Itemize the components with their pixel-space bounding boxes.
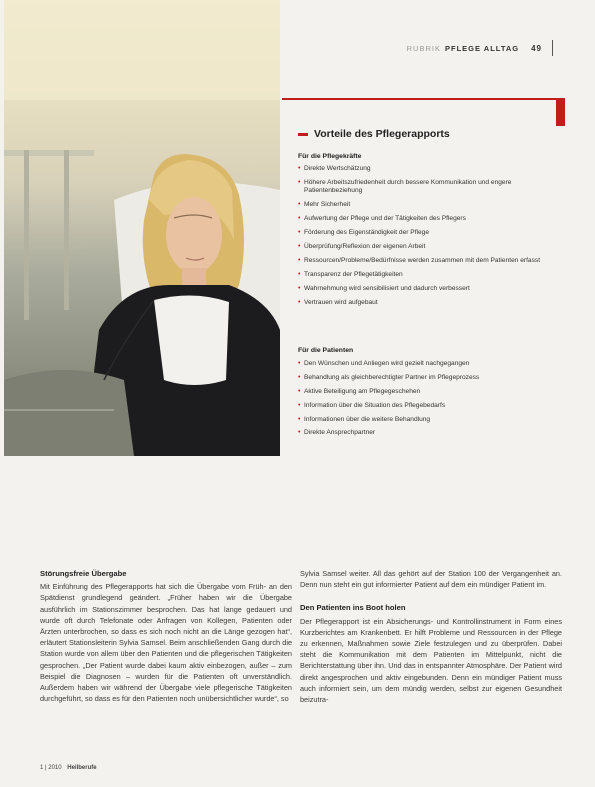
list-item: • Höhere Arbeitszufriedenheit durch bessere Kommunikation und engere Patientenbeziehung <box>298 179 548 196</box>
list-nurses <box>298 165 548 312</box>
box-corner-accent <box>556 98 565 126</box>
article-column-2 <box>300 568 562 705</box>
article-column-1 <box>40 568 292 704</box>
section-heading: Den Patienten ins Boot holen <box>300 603 406 613</box>
list-item: • Information über die Situation des Pflegebedarfs <box>298 402 548 411</box>
body-text: Der Pflegerapport ist ein Absicherungs- und Kontrollinstrument in Form eines Kurzberichtes am Krankenbett. Er hilft Probleme und Ressourcen in der Pflege zu erkennen, Maßnahmen sowie Ziele festzulegen und zu überprüfen. Dabei steht die Kommunikation mit dem Patienten im Mittelpunkt, nicht die Berichterstattung über ihn. Und das in entspannter Atmosphäre. Der Patient wird direkt angesprochen und aktiv eingebunden. Denn ein mündiger Patient muss auch informiert sein, um dem mündig werden, selbst zur eigenen Gesundheit beizutra- <box>300 616 562 705</box>
list-item: • Vertrauen wird aufgebaut <box>298 299 548 308</box>
issue-number: 1 | 2010 <box>40 765 62 771</box>
list-item: • Überprüfung/Reflexion der eigenen Arbeit <box>298 243 548 252</box>
list-item: • Informationen über die weitere Behandlung <box>298 416 548 425</box>
header-divider <box>552 40 553 56</box>
box-top-rule <box>282 98 565 100</box>
list-item: • Transparenz der Pflegetätigkeiten <box>298 271 548 280</box>
list-item: • Förderung des Eigenständigkeit der Pflege <box>298 229 548 238</box>
list-item: • Den Wünschen und Anliegen wird gezielt nachgegangen <box>298 360 548 369</box>
running-head <box>407 40 553 56</box>
page-footer <box>40 765 97 771</box>
benefits-box <box>282 98 565 458</box>
list-item: • Direkte Ansprechpartner <box>298 429 548 438</box>
list-item: • Wahrnehmung wird sensibilisiert und dadurch verbessert <box>298 285 548 294</box>
patient-photo-illustration <box>4 0 280 456</box>
list-patients <box>298 360 548 443</box>
group-title-nurses: Für die Pflegekräfte <box>298 153 362 160</box>
patient-photo <box>4 0 280 456</box>
list-item: • Behandlung als gleichberechtigter Partner im Pflegeprozess <box>298 374 548 383</box>
list-item: • Aufwertung der Pflege und der Tätigkeiten des Pflegers <box>298 215 548 224</box>
list-item: • Aktive Beteiligung am Pflegegeschehen <box>298 388 548 397</box>
group-title-patients: Für die Patienten <box>298 347 354 354</box>
section-title: PFLEGE ALLTAG <box>444 43 520 53</box>
section-label: RUBRIK <box>406 43 441 53</box>
section-heading: Störungsfreie Übergabe <box>40 569 127 578</box>
page-number: 49 <box>531 43 542 53</box>
title-dash <box>298 133 308 136</box>
magazine-name: Heilberufe <box>67 765 97 771</box>
box-title <box>298 128 450 140</box>
list-item: • Mehr Sicherheit <box>298 201 548 210</box>
body-text: Mit Einführung des Pflegerapports hat sich die Übergabe vom Früh- an den Spätdienst grundlegend geändert. „Früher haben wir die Übergabe ausführlich im Stationszimmer besprochen. Das hat lange gedauert und wurde oft durch Telefonate oder Anfragen von Kollegen, Patienten oder Ärzten unterbrochen, so dass es sich noch nicht an die Länge gezogen hat“, erläutert Stationsleiterin Sylvia Samsel. Beim anschließenden Gang durch die Station wurde von allem über den Patienten und die pflegerischen Tätigkeiten gesprochen. „Der Patient wurde dabei kaum aktiv einbezogen, außer – zum Beispiel die Diagnosen – wurden für die Patienten oft unverständlich. Außerdem haben wir während der Übergabe viele pflegerische Tätigkeiten durchgeführt, so dass es für den Patienten noch unübersichtlicher wurde“, so <box>40 582 292 704</box>
body-text: Sylvia Samsel weiter. All das gehört auf der Station 100 der Vergangenheit an. Denn nun steht ein gut informierter Patient auf dem ein mündiger Patient im. <box>300 569 562 590</box>
list-item: • Direkte Wertschätzung <box>298 165 548 174</box>
box-title-text: Vorteile des Pflegerapports <box>314 128 450 140</box>
list-item: • Ressourcen/Probleme/Bedürfnisse werden zusammen mit dem Patienten erfasst <box>298 257 548 266</box>
